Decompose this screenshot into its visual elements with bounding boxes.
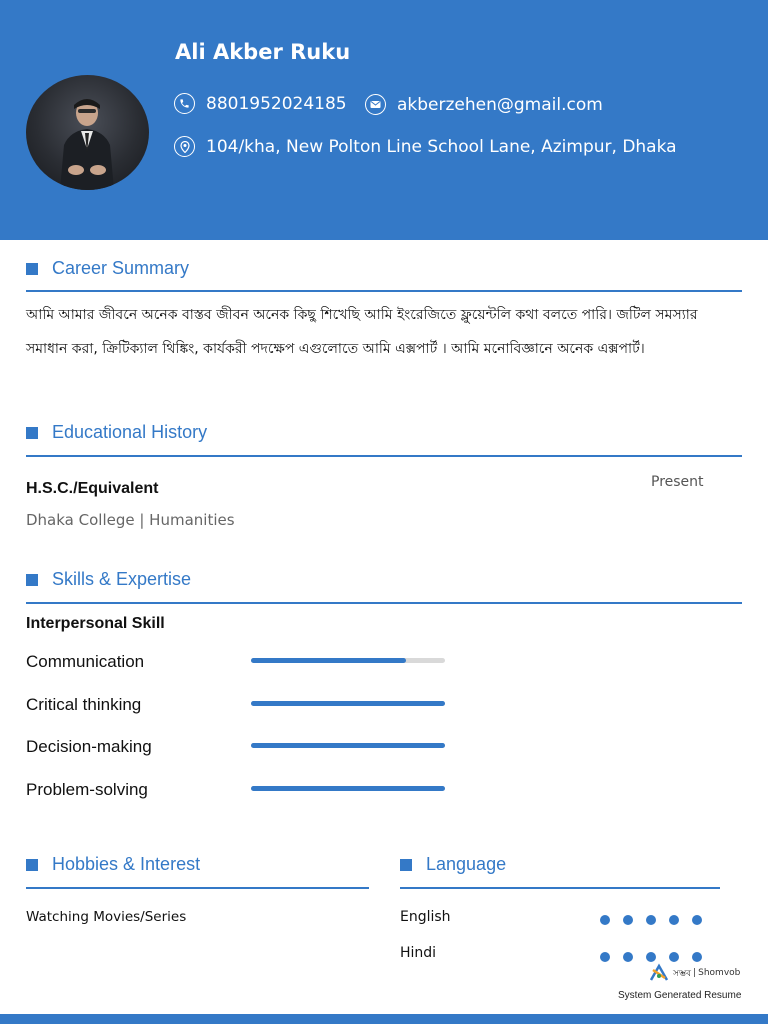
section-bullet-icon xyxy=(26,574,38,586)
rating-dot xyxy=(692,952,702,962)
skill-label: Critical thinking xyxy=(26,695,142,714)
phone-contact xyxy=(174,93,347,114)
section-divider xyxy=(26,455,742,457)
rating-dot xyxy=(692,915,702,925)
skill-group-title: Interpersonal Skill xyxy=(26,615,165,632)
shomvob-logo-icon xyxy=(648,962,670,984)
location-pin-icon xyxy=(174,136,195,157)
hobby-item: Watching Movies/Series xyxy=(26,909,187,925)
section-divider xyxy=(26,290,742,292)
career-summary-heading: Career Summary xyxy=(26,258,189,279)
rating-dot xyxy=(623,952,633,962)
skill-bar-fill xyxy=(251,701,445,706)
skill-bar xyxy=(251,658,445,663)
email-contact xyxy=(365,94,603,115)
system-generated-note: System Generated Resume xyxy=(618,990,742,1001)
rating-dot xyxy=(623,915,633,925)
language-name: English xyxy=(400,909,451,925)
skill-bar-fill xyxy=(251,658,406,663)
skill-bar xyxy=(251,786,445,791)
address-text: 104/kha, New Polton Line School Lane, Azimpur, Dhaka xyxy=(206,136,677,157)
career-summary-text: আমি আমার জীবনে অনেক বাস্তব জীবন অনেক কিছু শিখেছি আমি ইংরেজিতে ফ্লুয়েন্টলি কথা বলতে পারি। জটিল সমস্যার সমাধান করা, ক্রিটিক্যাল থিঙ্কিং, কার্যকরী পদক্ষেপ এগুলোতে আমি এক্সপার্ট । আমি মনোবিজ্ঞানে অনেক এক্সপার্ট। xyxy=(26,307,698,357)
language-name: Hindi xyxy=(400,945,437,961)
rating-dot xyxy=(646,915,656,925)
brand-name-en: Shomvob xyxy=(698,968,741,978)
section-bullet-icon xyxy=(26,427,38,439)
resume-header xyxy=(0,0,768,240)
phone-icon xyxy=(174,93,195,114)
candidate-name: Ali Akber Ruku xyxy=(175,40,351,64)
language-rating xyxy=(600,915,715,925)
rating-dot xyxy=(669,915,679,925)
phone-number: 8801952024185 xyxy=(206,93,347,114)
rating-dot xyxy=(600,952,610,962)
rating-dot xyxy=(669,952,679,962)
profile-photo xyxy=(26,75,149,190)
section-divider xyxy=(26,602,742,604)
skill-label: Communication xyxy=(26,652,145,671)
skill-label: Problem-solving xyxy=(26,780,148,799)
brand-separator: | xyxy=(693,968,697,978)
hobbies-heading: Hobbies & Interest xyxy=(26,854,200,875)
education-date: Present xyxy=(651,474,704,490)
address-contact xyxy=(174,136,677,157)
section-divider xyxy=(26,887,369,889)
email-address[interactable]: akberzehen@gmail.com xyxy=(397,94,603,115)
brand-name-bn: সম্ভব xyxy=(673,968,692,979)
footer-bar xyxy=(0,1014,768,1024)
brand-logo xyxy=(648,962,740,984)
skill-bar-fill xyxy=(251,743,445,748)
section-bullet-icon xyxy=(400,859,412,871)
skill-bar xyxy=(251,701,445,706)
language-heading: Language xyxy=(400,854,506,875)
skill-bar xyxy=(251,743,445,748)
education-institution: Dhaka College | Humanities xyxy=(26,511,235,529)
section-bullet-icon xyxy=(26,859,38,871)
section-divider xyxy=(400,887,720,889)
education-degree: H.S.C./Equivalent xyxy=(26,480,159,497)
rating-dot xyxy=(646,952,656,962)
rating-dot xyxy=(600,915,610,925)
skills-heading: Skills & Expertise xyxy=(26,569,191,590)
education-heading: Educational History xyxy=(26,422,207,443)
skill-bar-fill xyxy=(251,786,445,791)
skill-label: Decision-making xyxy=(26,737,152,756)
section-bullet-icon xyxy=(26,263,38,275)
email-icon xyxy=(365,94,386,115)
language-rating xyxy=(600,952,715,962)
